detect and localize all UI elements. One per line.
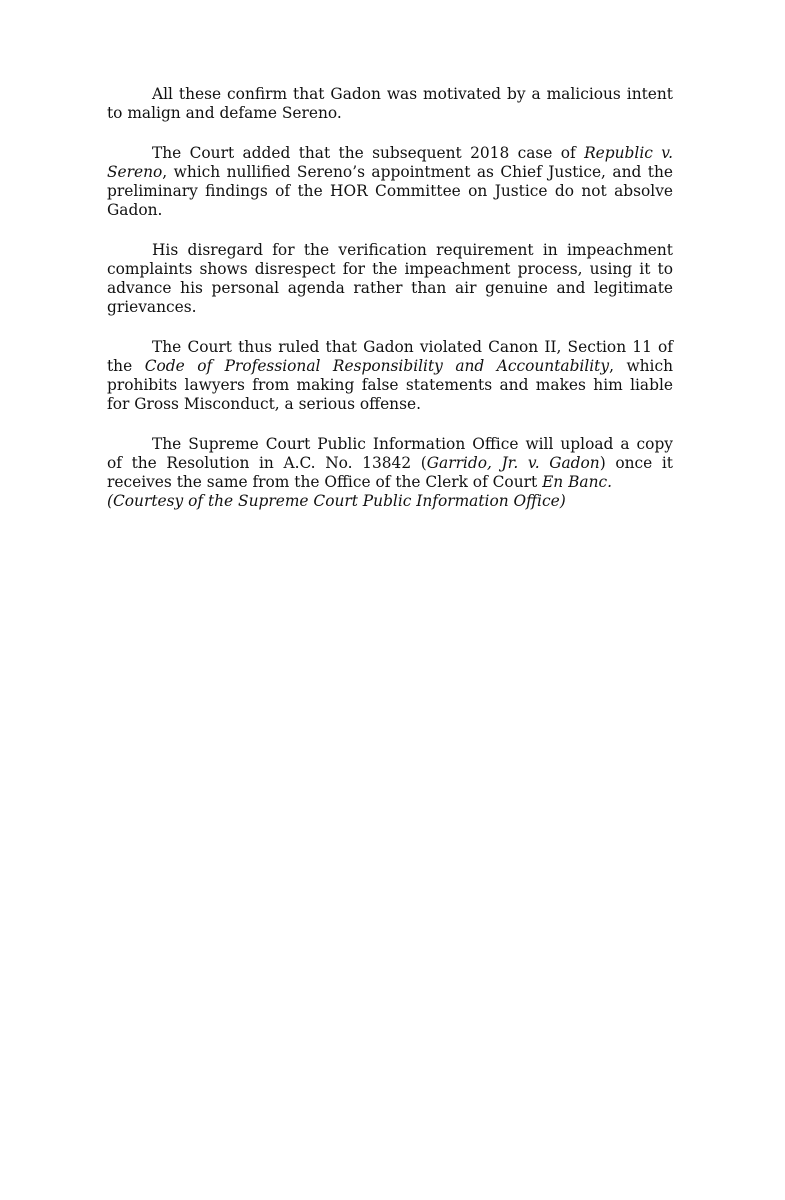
text-segment: The Court added that the subsequent 2018 case of (152, 144, 585, 162)
text-segment: , which prohibits lawyers from making false statements and makes him liable for Gross Misconduct, a serious offense. (107, 357, 673, 413)
case-title-italic: Republic v. Sereno (107, 144, 673, 181)
text-segment: The Court thus ruled that Gadon violated Canon II, Section 11 of the (107, 338, 673, 375)
text-segment: All these confirm that Gadon was motivated by a malicious intent to malign and defame Sereno. (107, 85, 673, 122)
paragraph-verification-requirement (107, 241, 673, 317)
code-title-italic: Code of Professional Responsibility and Accountability (144, 357, 610, 375)
courtesy-line: (Courtesy of the Supreme Court Public Information Office) (107, 492, 566, 510)
text-segment: ) once it receives the same from the Office of the Clerk of Court (107, 454, 673, 491)
document-page (107, 85, 673, 511)
paragraph-malicious-intent (107, 85, 673, 123)
paragraph-pio-upload (107, 435, 673, 511)
paragraph-canon-violation (107, 338, 673, 414)
en-banc-italic: En Banc. (542, 473, 613, 491)
text-segment: , which nullified Sereno’s appointment as Chief Justice, and the preliminary findings of the HOR Committee on Justice do not absolve Gadon. (107, 163, 673, 219)
case-title-italic: Garrido, Jr. v. Gadon (426, 454, 600, 472)
paragraph-republic-v-sereno (107, 144, 673, 220)
text-segment: His disregard for the verification requirement in impeachment complaints shows disrespect for the impeachment process, using it to advance his personal agenda rather than air genuine and legitimate grievances. (107, 241, 673, 316)
text-segment: The Supreme Court Public Information Office will upload a copy of the Resolution in A.C. No. 13842 ( (107, 435, 673, 472)
